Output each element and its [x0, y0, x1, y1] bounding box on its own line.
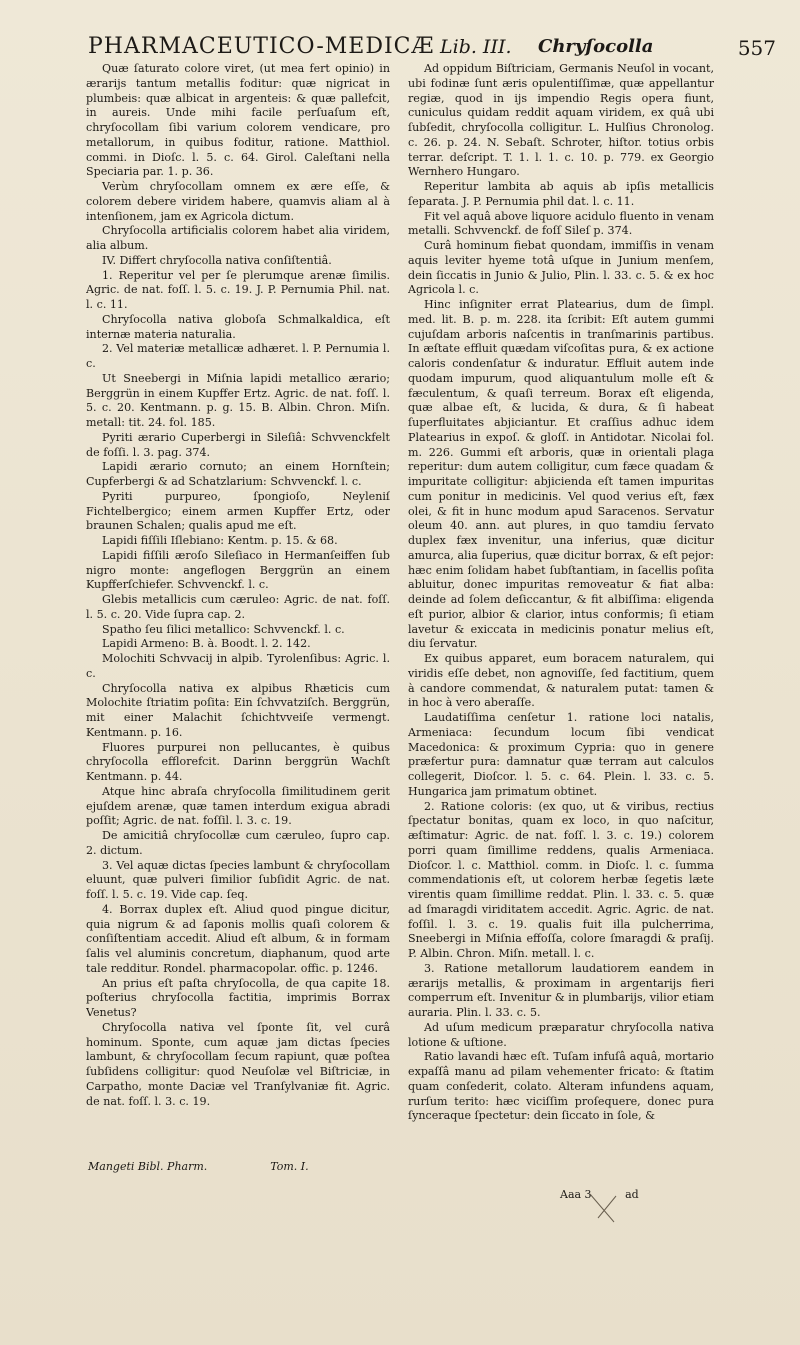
left-text-column [86, 62, 390, 1192]
left-column-paragraph: 4. Borrax duplex eſt. Aliud quod pingue dicitur, quia nigrum & ad ſaponis mollis quaſi colorem & conſiſtentiam accedit. Aliud eſt album, & in formam ſalis vel aluminis concretum, diaphanum, quod arte tale redditur. Rondel. pharmacopolar. offic. p. 1246. [86, 902, 390, 975]
page-number: 557 [737, 36, 776, 60]
right-column-paragraph: Reperitur lambita ab aquis ab ipſis metallicis ſeparata. J. P. Pernumia phil dat. l. c. 11. [408, 180, 714, 208]
footer-author: Mangeti Bibl. Pharm. [88, 1160, 208, 1173]
left-column-paragraph: Molochiti Schvvacij in alpib. Tyrolenſibus: Agric. l. c. [86, 652, 390, 680]
right-column-paragraph: Ex quibus apparet, eum boracem naturalem, qui viridis eſſe debet, non agnoviſſe, ſed factitium, quem à candore commendat, & naturalem putat: tamen & in hoc à vero aberaſſe. [408, 652, 714, 710]
left-column-paragraph: Fluores purpurei non pellucantes, è quibus chryſocolla efflorefcit. Darinn berggrün Wachſt Kentmann. p. 44. [86, 740, 390, 783]
left-column-paragraph: Spatho ſeu ſilici metallico: Schvvenckf. l. c. [102, 622, 345, 636]
right-column-paragraph: Ratio lavandi hæc eſt. Tuſam infuſâ aquâ, mortario expaſſâ manu ad pilam vehementer fricato: & ſtatim quam conſederit, colato. Alteram infundens aquam, rurſum terito: hæc viciſſim proſequere, donec pura ſynceraque ſpectetur: dein ſiccato in ſole, & [408, 1050, 714, 1123]
left-column-paragraph: Lapidi Armeno: B. à. Boodt. l. 2. 142. [102, 637, 311, 651]
left-column-paragraph: De amicitiâ chryſocollæ cum cæruleo, ſupro cap. 2. dictum. [86, 829, 390, 857]
footer-volume: Tom. I. [270, 1160, 309, 1173]
signature-mark: Aaa 3 [560, 1188, 592, 1201]
right-column-paragraph: Laudatiſſima cenſetur 1. ratione loci natalis, Armeniaca: ſecundum locum ſibi vendicat Macedonica: & proximum Cypria: quo in genere præfertur pura: damnatur quæ terram aut calculos collegerit, Dioſcor. l. 5. c. 64. Plein. l. 33. c. 5. Hungarica jam primatum obtinet. [408, 711, 714, 798]
left-column-paragraph: 2. Vel materiæ metallicæ adhæret. l. P. Pernumia l. c. [86, 342, 390, 370]
left-column-paragraph: Quæ ſaturato colore viret, (ut mea fert opinio) in ærarijs tantum metallis foditur: quæ nigricat in plumbeis: quæ albicat in argenteis: & quæ pallefcit, in aureis. Unde mihi facile perſuaſum eſt, chryſocollam ſibi varium colorem vendicare, pro metallorum, in quibus foditur, ratione. Matthiol. commi. in Dioſc. l. 5. c. 64. Girol. Caleſtani nella Speciaria par. 1. p. 36. [86, 62, 390, 179]
left-column-paragraph: Lapidi fiſſili Iſlebiano: Kentm. p. 15. & 68. [102, 534, 338, 547]
left-column-paragraph: Chryſocolla nativa globoſa Schmalkaldica, eſt internæ materia naturalia. [86, 312, 390, 341]
right-column-paragraph: Ad uſum medicum præparatur chryſocolla nativa lotione & uſtione. [408, 1020, 714, 1049]
running-title: PHARMACEUTICO-MEDICÆ [88, 34, 435, 59]
left-column-paragraph: 3. Vel aquæ dictas ſpecies lambunt & chryſocollam eluunt, quæ pulveri ſimilior ſubſidit Agric. de nat. foſſ. l. 5. c. 19. Vide cap. ſeq. [86, 858, 390, 901]
right-column-paragraph: 3. Ratione metallorum laudatiorem eandem in ærarijs metallis, & proximam in argentarijs fieri comperrum eſt. Invenitur & in plumbarijs, vilior etiam auraria. Plin. l. 33. c. 5. [408, 961, 714, 1019]
left-column-paragraph: Pyriti purpureo, ſpongioſo, Neyleniſ Fichtelbergico; einem armen Kupffer Ertz, oder braunen Schalen; qualis apud me eſt. [86, 489, 390, 533]
right-text-column [408, 62, 714, 1192]
left-column-paragraph: Glebis metallicis cum cæruleo: Agric. de nat. foſſ. l. 5. c. 20. Vide ſupra cap. 2. [86, 593, 390, 621]
right-column-paragraph: 2. Ratione coloris: (ex quo, ut & viribus, rectius ſpectatur bonitas, quam ex loco, in quo naſcitur, æſtimatur: Agric. de nat. foſſ. l. 3. c. 19.) colorem porri quam ſimillime reddens, qualis Armeniaca. Dioſcor. l. c. Matthiol. comm. in Dioſc. l. c. ſumma commendationis eſt, ut colorem herbæ ſegetis læte virentis quam ſimillime reddat. Plin. l. 33. c. 5. quæ ad ſmaragdi viriditatem accedit. Agric. Agric. de nat. foſſil. l. 3. c. 19. qualis fuit illa pulcherrima, Sneebergi in Miſnia effoſſa, colore ſmaragdi & praſij. P. Albin. Chron. Miſn. metall. l. c. [408, 799, 714, 960]
book-number: Lib. III. [440, 36, 512, 58]
left-column-paragraph: Chryſocolla nativa ex alpibus Rhæticis cum Molochite ſtriatim poſita: Ein ſchvvatziſch. Berggrün, mit einer Malachit ſchichtvveiſe vermengt. Kentmann. p. 16. [86, 681, 390, 739]
ink-mark-icon [584, 1188, 624, 1228]
left-column-paragraph: Chryſocolla artificialis colorem habet alia viridem, alia album. [86, 224, 390, 252]
left-column-paragraph: Atque hinc abraſa chryſocolla ſimilitudinem gerit ejuſdem arenæ, quæ tamen interdum exigua abradi poſſit; Agric. de nat. foſſil. l. 3. c. 19. [86, 784, 390, 828]
running-keyword: Chryſocolla [538, 36, 654, 57]
left-column-paragraph: Pyriti ærario Cuperbergi in Sileſiâ: Schvvenckfelt de foſſi. l. 3. pag. 374. [86, 430, 390, 459]
right-column-paragraph: Fit vel aquâ above liquore acidulo fluento in venam metalli. Schvvenckf. de foſſ Sileſ p. 374. [408, 209, 714, 238]
left-column-paragraph: IV. Differt chryſocolla nativa conſiſtentiâ. [102, 253, 332, 267]
left-column-paragraph: Lapidi fiſſili æroſo Sileſiaco in Hermanſeiffen ſub nigro monte: angeflogen Berggrün an einem Kupfferſchiefer. Schvvenckf. l. c. [86, 548, 390, 592]
left-column-paragraph: Lapidi ærario cornuto; an einem Hornſtein; Cupferbergi & ad Schatzlarium: Schvvenckf. l. c. [86, 460, 390, 488]
left-column-paragraph: Verùm chryſocollam omnem ex ære eſſe, & colorem debere viridem habere, quamvis aliam al à intenſionem, jam ex Agricola dictum. [86, 180, 390, 223]
footer-left [88, 1160, 388, 1173]
left-column-paragraph: An prius eſt paſta chryſocolla, de qua capite 18. poſterius chryſocolla factitia, imprimis Borrax Venetus? [86, 976, 390, 1019]
right-column-paragraph: Curâ hominum fiebat quondam, immiſſis in venam aquis leviter hyeme totâ uſque in Junium menſem, dein ſiccatis in Junio & Julio, Plin. l. 33. c. 5. & ex hoc Agricola l. c. [408, 239, 714, 297]
left-column-paragraph: Chryſocolla nativa vel ſponte ſit, vel curâ hominum. Sponte, cum aquæ jam dictas ſpecies lambunt, & chryſocollam ſecum rapiunt, quæ poſtea ſubſidens colligitur: quod Neuſolæ vel Biſtriciæ, in Carpatho, monte Daciæ vel Tranſylvaniæ fit. Agric. de nat. foſſ. l. 3. c. 19. [86, 1020, 390, 1108]
left-column-paragraph: Ut Sneebergi in Miſnia lapidi metallico ærario; Berggrün in einem Kupffer Ertz. Agric. de nat. foſſ. l. 5. c. 20. Kentmann. p. g. 15. B. Albin. Chron. Miſn. metall: tit. 24. fol. 185. [86, 371, 390, 429]
right-column-paragraph: Hinc inſigniter errat Platearius, dum de ſimpl. med. lit. B. p. m. 228. ita ſcribit: Eſt autem gummi cujuſdam arboris naſcentis in tranſmarinis partibus. In æſtate effluit quædam viſcoſitas pura, & ex actione caloris condenſatur & induratur. Effluit autem inde quodam impurum, quod aliquantulum molle eſt & fæculentum, & quaſi terreum. Borax eſt eligenda, quæ albae eſt, & lucida, & dura, & ſi habeat ſuperfluitates abjiciantur. Et craſſius adhuc idem Platearius in expoſ. & gloſſ. in Antidotar. Nicolai fol. m. 226. Gummi eſt arboris, quæ in orientali plaga reperitur: dum autem colligitur, cum fæce quadam & impuritate colligitur: abjicienda eſt tamen impuritas cum ponitur in medicinis. Vel quod verius eſt, fæx olei, & fit in hunc modum apud Saracenos. Servatur oleum 40. ann. aut plures, in quo tamdiu ſervato duplex fæx invenitur, una inferius, quæ dicitur amurca, alia ſuperius, quæ dicitur borrax, & eſt pejor: hæc enim ſolidam habet ſubſtantiam, in ſacellis poſita abluitur, donec impuritas removeatur & fiat alba: deinde ad ſolem deſiccantur, & fit albiſſima: eligenda eſt purior, albior & clarior, intus conformis; ſi etiam lavetur & exiccata in medicinis ponatur melius eſt, diu ſervatur. [408, 298, 714, 651]
catchword: ad [625, 1188, 639, 1201]
right-column-paragraph: Ad oppidum Biſtriciam, Germanis Neuſol in vocant, ubi fodinæ ſunt æris opulentiſſimæ, quæ appellantur regiæ, quod in ijs impendio Regis opera fiunt, cuniculus quidam reddit aquam viridem, ex quâ ubi ſubſedit, chryſocolla colligitur. L. Hulſius Chronolog. c. 26. p. 24. N. Sebaſt. Schroter, hiſtor. totius orbis terrar. deſcript. T. 1. l. 1. c. 10. p. 779. ex Georgio Wernhero Hungaro. [408, 62, 714, 179]
left-column-paragraph: 1. Reperitur vel per ſe plerumque arenæ ſimilis. Agric. de nat. foſſ. l. 5. c. 19. J. P. Pernumia Phil. nat. l. c. 11. [86, 268, 390, 311]
